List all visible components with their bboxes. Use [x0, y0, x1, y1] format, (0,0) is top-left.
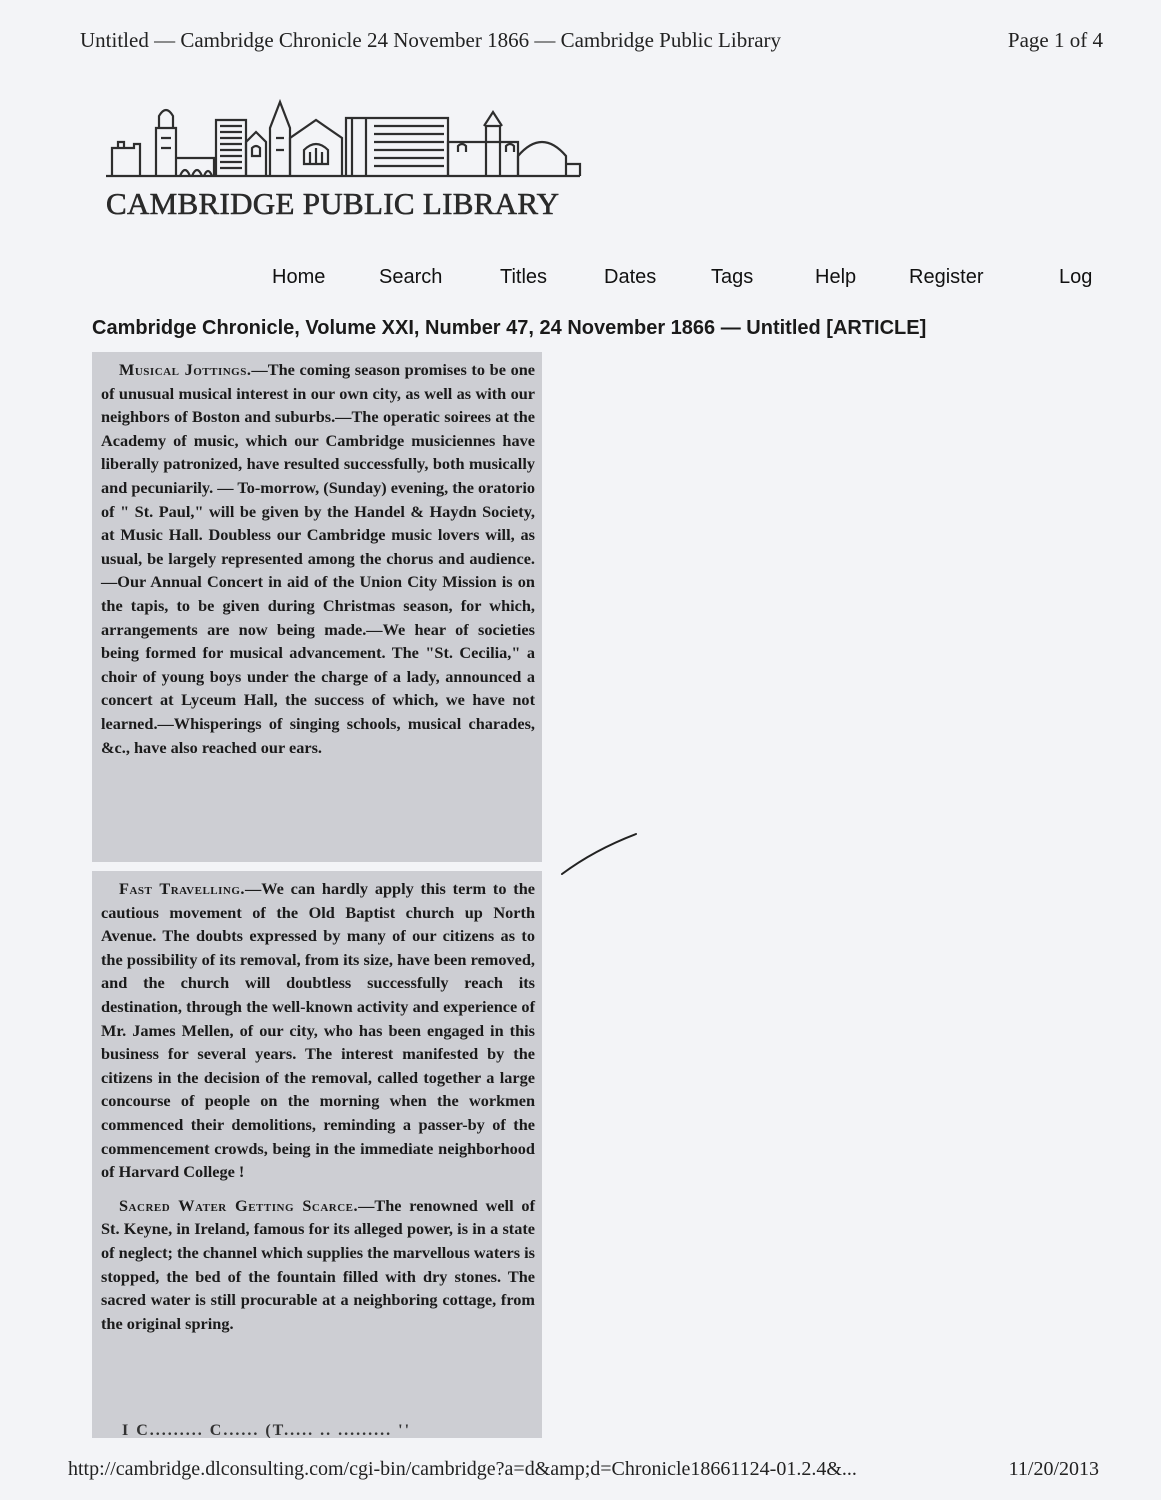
- article-body: —The renowned well of St. Keyne, in Ireland, famous for its alleged power, is in a state of neglect; the channel which supplies the marvellous waters is stopped, the bed of the fountain filled with dry stones. The sacred water is still procurable at a neighboring cottage, from the original spring.: [101, 1195, 535, 1333]
- article-paragraph: [101, 1194, 535, 1336]
- nav-titles[interactable]: Titles: [500, 266, 548, 288]
- print-header: [80, 28, 1103, 53]
- nav-help[interactable]: Help: [815, 266, 857, 288]
- article-title: Cambridge Chronicle, Volume XXI, Number 47, 24 November 1866 — Untitled [ARTICLE]: [92, 317, 927, 339]
- library-logo-text: CAMBRIDGE PUBLIC LIBRARY: [106, 186, 560, 221]
- article-clipping: [92, 352, 542, 862]
- city-skyline-icon: [104, 98, 584, 188]
- nav-dates[interactable]: Dates: [604, 266, 657, 288]
- article-lead: Musical Jottings.: [119, 360, 252, 379]
- article-paragraph: [101, 358, 535, 759]
- print-header-title: Untitled — Cambridge Chronicle 24 November 1866 — Cambridge Public Library: [80, 28, 782, 52]
- print-date: 11/20/2013: [1008, 1458, 1099, 1480]
- pen-mark-icon: [558, 830, 642, 880]
- library-logo[interactable]: [104, 98, 584, 228]
- page-url: http://cambridge.dlconsulting.com/cgi-bin/cambridge?a=d&amp;d=Chronicle18661124-01.2.4&...: [68, 1458, 857, 1480]
- article-body: —We can hardly apply this term to the cautious movement of the Old Baptist church up North Avenue. The doubts expressed by many of our citizens as to the possibility of its removal, from its size, have been removed, and the church will doubtless successfully reach its destination, through the well-known activity and experience of Mr. James Mellen, of our city, who has been engaged in this business for several years. The interest manifested by the citizens in the decision of the removal, called together a large concourse of people on the morning when the workmen commenced their demolitions, reminding a passer-by of the commencement crowds, being in the immediate neighborhood of Harvard College !: [101, 879, 535, 1182]
- print-footer: [68, 1458, 1099, 1481]
- article-clipping-cutoff: [92, 1414, 542, 1438]
- page-count: Page 1 of 4: [1007, 28, 1103, 52]
- article-body: —The coming season promises to be one of unusual musical interest in our own city, as well as with our neighbors of Boston and suburbs.—The operatic soirees at the Academy of music, which our Cambridge musiciennes have liberally patronized, have resulted successfully, both musically and pecuniarily. — To-morrow, (Sunday) evening, the oratorio of " St. Paul," will be given by the Handel & Haydn Society, at Music Hall. Doubless our Cambridge music lovers will, as usual, be largely represented among the chorus and audience.—Our Annual Concert in aid of the Union City Mission is on the tapis, to be given during Christmas season, for which, arrangements are now being made.—We hear of societies being formed for musical advancement. The "St. Cecilia," a choir of young boys under the charge of a lady, announced a concert at Lyceum Hall, the success of which, we have not learned.—Whisperings of singing schools, musical charades, &c., have also reached our ears.: [101, 360, 535, 757]
- nav-search[interactable]: Search: [379, 266, 443, 288]
- article-lead: Sacred Water Getting Scarce.: [119, 1195, 359, 1215]
- article-lead: Fast Travelling.: [119, 879, 245, 898]
- article-paragraph: [101, 877, 535, 1184]
- nav-home[interactable]: Home: [272, 266, 326, 288]
- nav-tags[interactable]: Tags: [711, 266, 754, 288]
- nav-log[interactable]: Log: [1059, 266, 1093, 288]
- nav-register[interactable]: Register: [909, 266, 984, 288]
- cut-off-text: I C......... C...... (T..... .. ......... '': [122, 1422, 412, 1438]
- article-clipping: [92, 871, 542, 1433]
